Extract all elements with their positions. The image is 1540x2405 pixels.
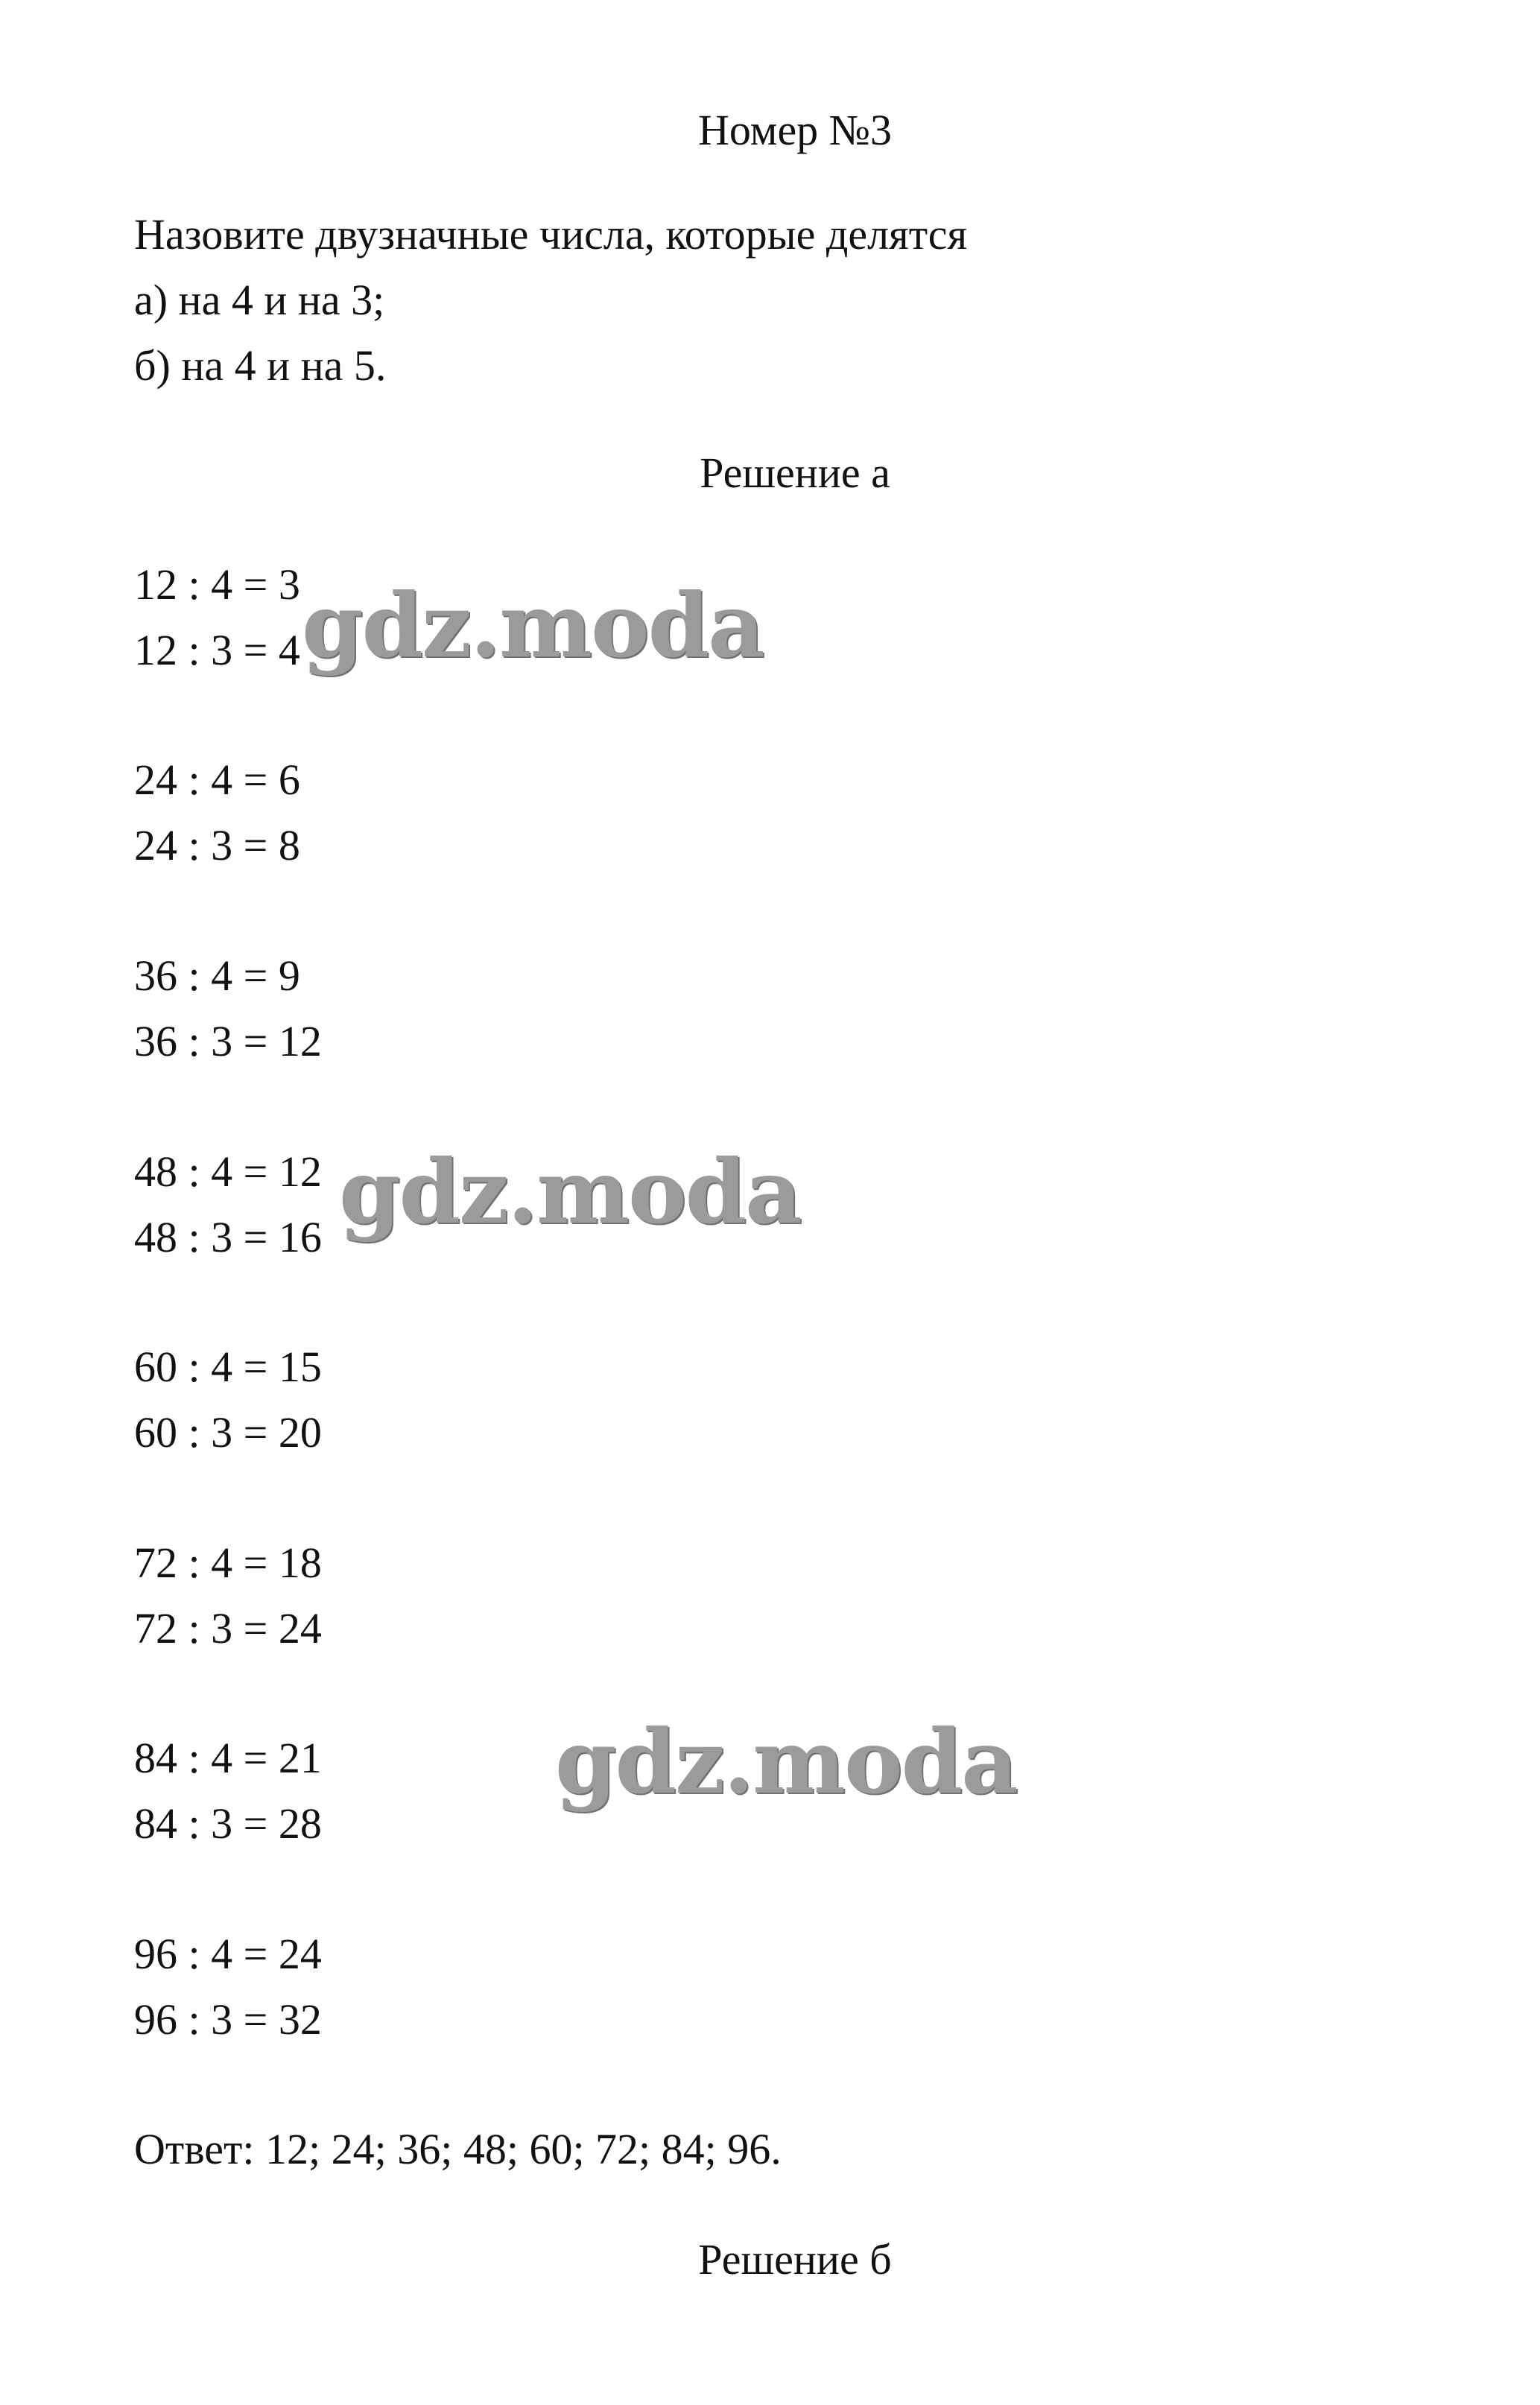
task-text: Назовите двузначные числа, которые делятся <box>134 210 968 259</box>
equation-line: 24 : 4 = 6 <box>134 755 300 804</box>
equation-line: 72 : 3 = 24 <box>134 1604 322 1653</box>
watermark: gdz.moda <box>302 574 764 677</box>
watermark: gdz.moda <box>555 1710 1017 1813</box>
equation-line: 12 : 3 = 4 <box>134 626 300 674</box>
equation-line: 96 : 3 = 32 <box>134 1995 322 2044</box>
equation-line: 84 : 4 = 21 <box>134 1734 322 1782</box>
equation-line: 48 : 4 = 12 <box>134 1147 322 1196</box>
equation-line: 72 : 4 = 18 <box>134 1539 322 1587</box>
equation-line: 60 : 4 = 15 <box>134 1343 322 1391</box>
equation-line: 84 : 3 = 28 <box>134 1799 322 1848</box>
equation-line: 24 : 3 = 8 <box>134 821 300 869</box>
equation-line: 36 : 4 = 9 <box>134 951 300 1000</box>
equation-line: 60 : 3 = 20 <box>134 1408 322 1457</box>
equation-line: 12 : 4 = 3 <box>134 560 300 609</box>
watermark: gdz.moda <box>339 1140 801 1243</box>
task-item-a: а) на 4 и на 3; <box>134 276 385 324</box>
solution-b-heading: Решение б <box>698 2235 892 2284</box>
equation-line: 96 : 4 = 24 <box>134 1930 322 1978</box>
answer-text: Ответ: 12; 24; 36; 48; 60; 72; 84; 96. <box>134 2125 782 2173</box>
page-title: Номер №3 <box>697 106 893 154</box>
equation-line: 36 : 3 = 12 <box>134 1017 322 1065</box>
task-item-b: б) на 4 и на 5. <box>134 341 387 390</box>
equation-line: 48 : 3 = 16 <box>134 1213 322 1261</box>
solution-a-heading: Решение а <box>700 449 890 497</box>
